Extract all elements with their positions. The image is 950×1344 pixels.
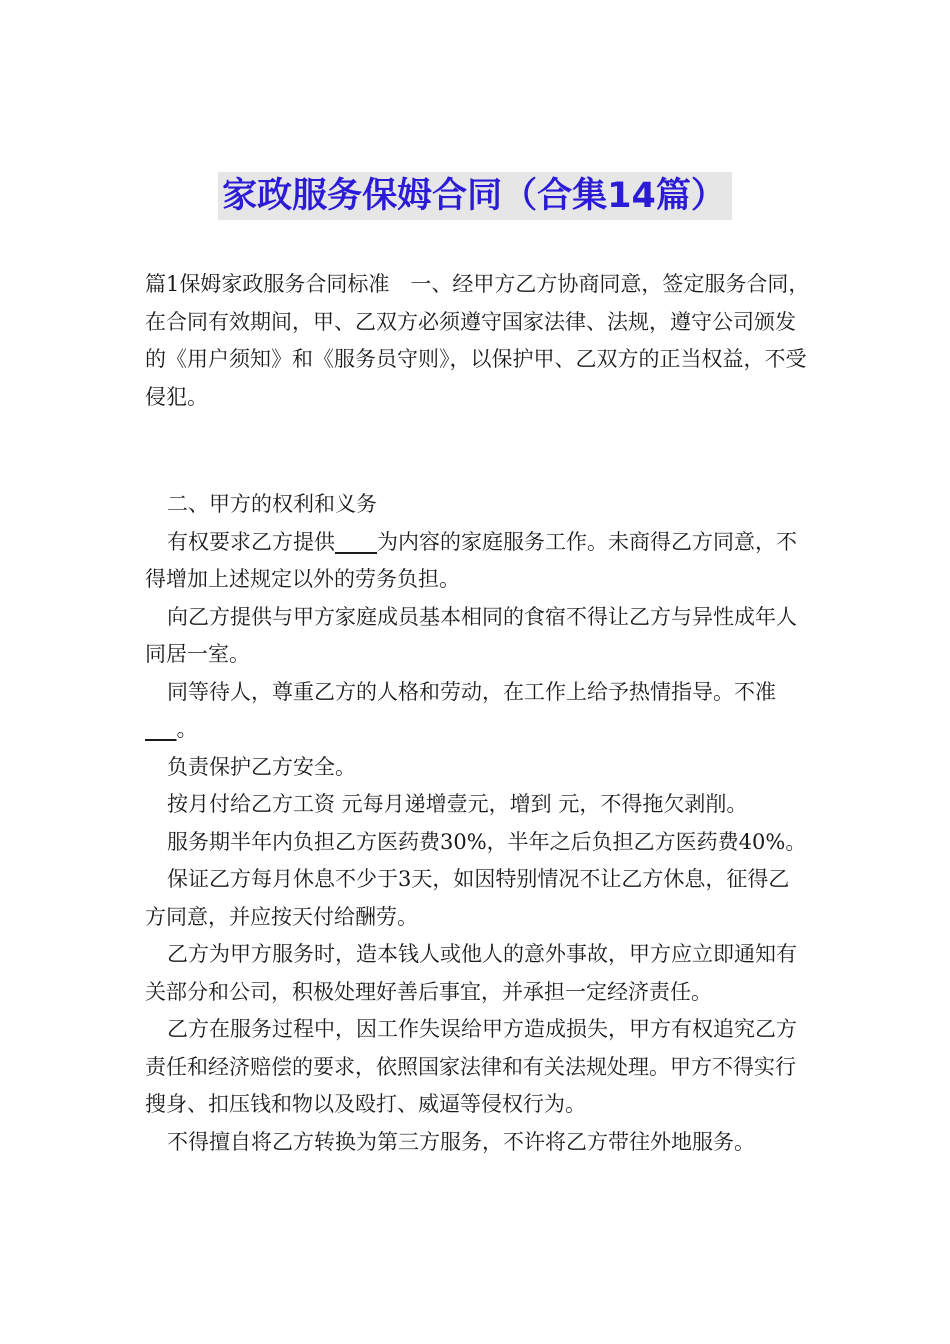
clause-3-blank: ___ (145, 717, 177, 741)
clause-1-before: 有权要求乙方提供 (167, 529, 335, 554)
clause-1-blank: ____ (335, 529, 377, 554)
clause-4: 负责保护乙方安全。 (167, 754, 356, 779)
clause-8: 乙方为甲方服务时，造本钱人或他人的意外事故，甲方应立即通知有关部分和公司，积极处理好善后事宜，并承担一定经济责任。 (145, 942, 797, 1004)
clause-3-after: 。 (176, 717, 198, 741)
clause-5: 按月付给乙方工资 元每月递增壹元，增到 元，不得拖欠剥削。 (167, 792, 748, 816)
clause-3-before: 同等待人，尊重乙方的人格和劳动，在工作上给予热情指导。不准 (167, 679, 776, 704)
clause-10: 不得擅自将乙方转换为第三方服务，不许将乙方带往外地服务。 (167, 1129, 755, 1154)
section-heading: 二、甲方的权利和义务 (167, 492, 377, 516)
clause-3 (145, 674, 810, 749)
clause-1 (145, 524, 810, 599)
intro-paragraph: 篇1保姆家政服务合同标准 一、经甲方乙方协商同意，签定服务合同，在合同有效期间，甲、乙双方必须遵守国家法律、法规，遵守公司颁发的《用户须知》和《服务员守则》，以保护甲、乙双方的正当权益，不受侵犯。 (145, 272, 810, 409)
clause-2: 向乙方提供与甲方家庭成员基本相同的食宿不得让乙方与异性成年人同居一室。 (145, 604, 797, 666)
clause-9: 乙方在服务过程中，因工作失误给甲方造成损失，甲方有权追究乙方责任和经济赔偿的要求，依照国家法律和有关法规处理。甲方不得实行搜身、扣压钱和物以及殴打、威逼等侵权行为。 (145, 1017, 797, 1116)
clause-7: 保证乙方每月休息不少于3天，如因特别情况不让乙方休息，征得乙方同意，并应按天付给酬劳。 (145, 867, 790, 929)
intro-block (145, 266, 810, 416)
clause-6: 服务期半年内负担乙方医药费30%，半年之后负担乙方医药费40%。 (167, 829, 807, 854)
clause-1-after: 为内容的家庭服务工作。未商得乙方同意，不得增加上述规定以外的劳务负担。 (145, 529, 797, 591)
title-wrapper (0, 172, 950, 220)
section-two (145, 486, 810, 1161)
document-title: 家政服务保姆合同（合集14篇） (218, 172, 732, 220)
